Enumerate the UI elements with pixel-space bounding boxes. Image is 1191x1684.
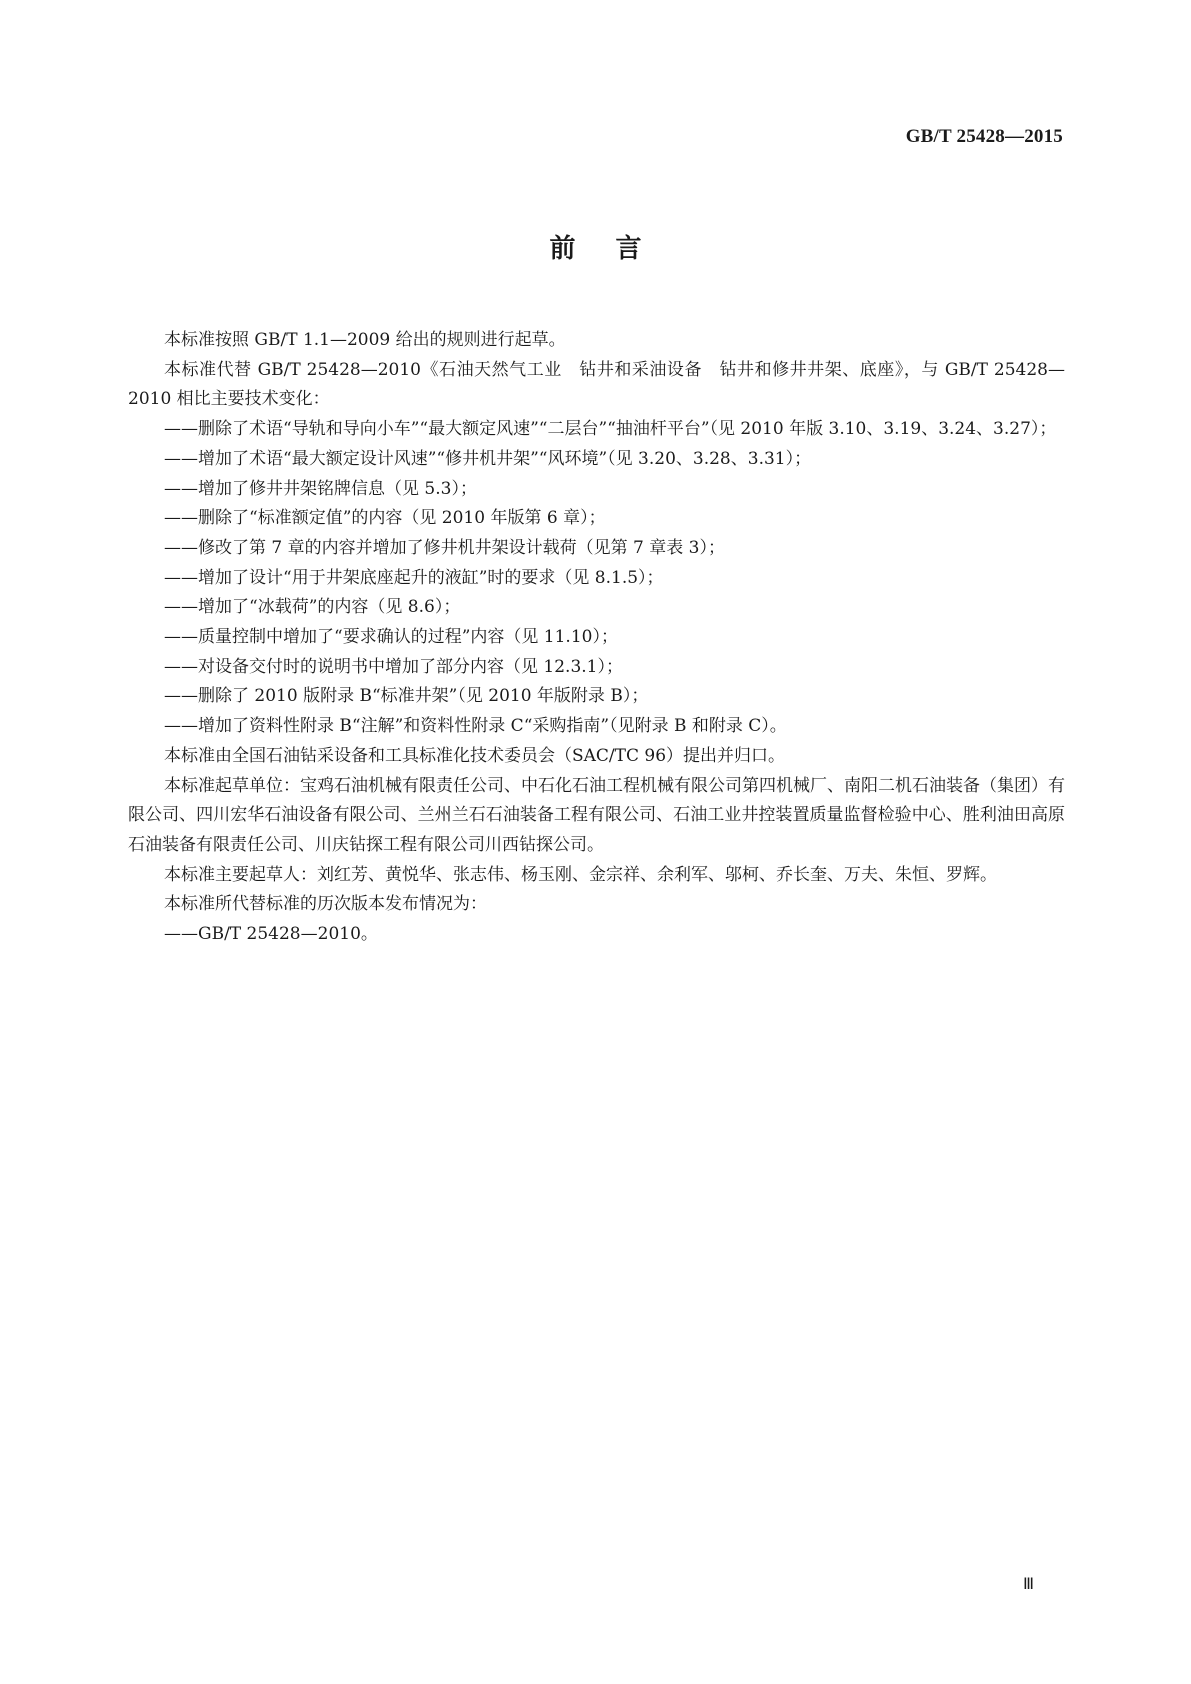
- change-item: ——增加了“冰载荷”的内容（见 8.6）；: [164, 597, 461, 618]
- standard-number: GB/T 25428—2015: [905, 126, 1063, 147]
- change-item: ——修改了第 7 章的内容并增加了修井机井架设计载荷（见第 7 章表 3）；: [164, 537, 725, 558]
- paragraph-drafters: 本标准主要起草人：刘红芳、黄悦华、张志伟、杨玉刚、金宗祥、余利军、邬柯、乔长奎、万夫、朱恒、罗辉。: [164, 864, 997, 885]
- change-item: ——删除了 2010 版附录 B“标准井架”（见 2010 年版附录 B）；: [164, 686, 649, 707]
- paragraph-replacement: 本标准代替 GB/T 25428—2010《石油天然气工业 钻井和采油设备 钻井和修井井架、底座》，与 GB/T 25428—2010 相比主要技术变化：: [128, 359, 1065, 410]
- change-item: ——增加了资料性附录 B“注解”和资料性附录 C“采购指南”（见附录 B 和附录 C）。: [164, 716, 787, 737]
- change-item: ——删除了“标准额定值”的内容（见 2010 年版第 6 章）；: [164, 508, 606, 529]
- change-item: ——删除了术语“导轨和导向小车”“最大额定风速”“二层台”“抽油杆平台”（见 2010 年版 3.10、3.19、3.24、3.27）；: [164, 419, 1057, 440]
- paragraph-history-intro: 本标准所代替标准的历次版本发布情况为：: [164, 894, 487, 915]
- change-item: ——质量控制中增加了“要求确认的过程”内容（见 11.10）；: [164, 627, 618, 648]
- page-title: 前言: [549, 234, 682, 264]
- document-body: [128, 326, 1065, 950]
- change-item: ——增加了修井井架铭牌信息（见 5.3）；: [164, 478, 477, 499]
- page-number: Ⅲ: [1022, 1576, 1034, 1593]
- change-item: ——增加了术语“最大额定设计风速”“修井机井架”“风环境”（见 3.20、3.28、3.31）；: [164, 448, 812, 469]
- change-item: ——增加了设计“用于井架底座起升的液缸”时的要求（见 8.1.5）；: [164, 567, 664, 588]
- paragraph-committee: 本标准由全国石油钻采设备和工具标准化技术委员会（SAC/TC 96）提出并归口。: [164, 745, 786, 766]
- history-item: ——GB/T 25428—2010。: [164, 924, 378, 945]
- change-item: ——对设备交付时的说明书中增加了部分内容（见 12.3.1）；: [164, 656, 623, 677]
- paragraph-drafting-units: 本标准起草单位：宝鸡石油机械有限责任公司、中石化石油工程机械有限公司第四机械厂、南阳二机石油装备（集团）有限公司、四川宏华石油设备有限公司、兰州兰石石油装备工程有限公司、石油工业井控装置质量监督检验中心、胜利油田高原石油装备有限责任公司、川庆钻探工程有限公司川西钻探公司。: [128, 775, 1065, 855]
- paragraph-drafting-rules: 本标准按照 GB/T 1.1—2009 给出的规则进行起草。: [164, 330, 566, 350]
